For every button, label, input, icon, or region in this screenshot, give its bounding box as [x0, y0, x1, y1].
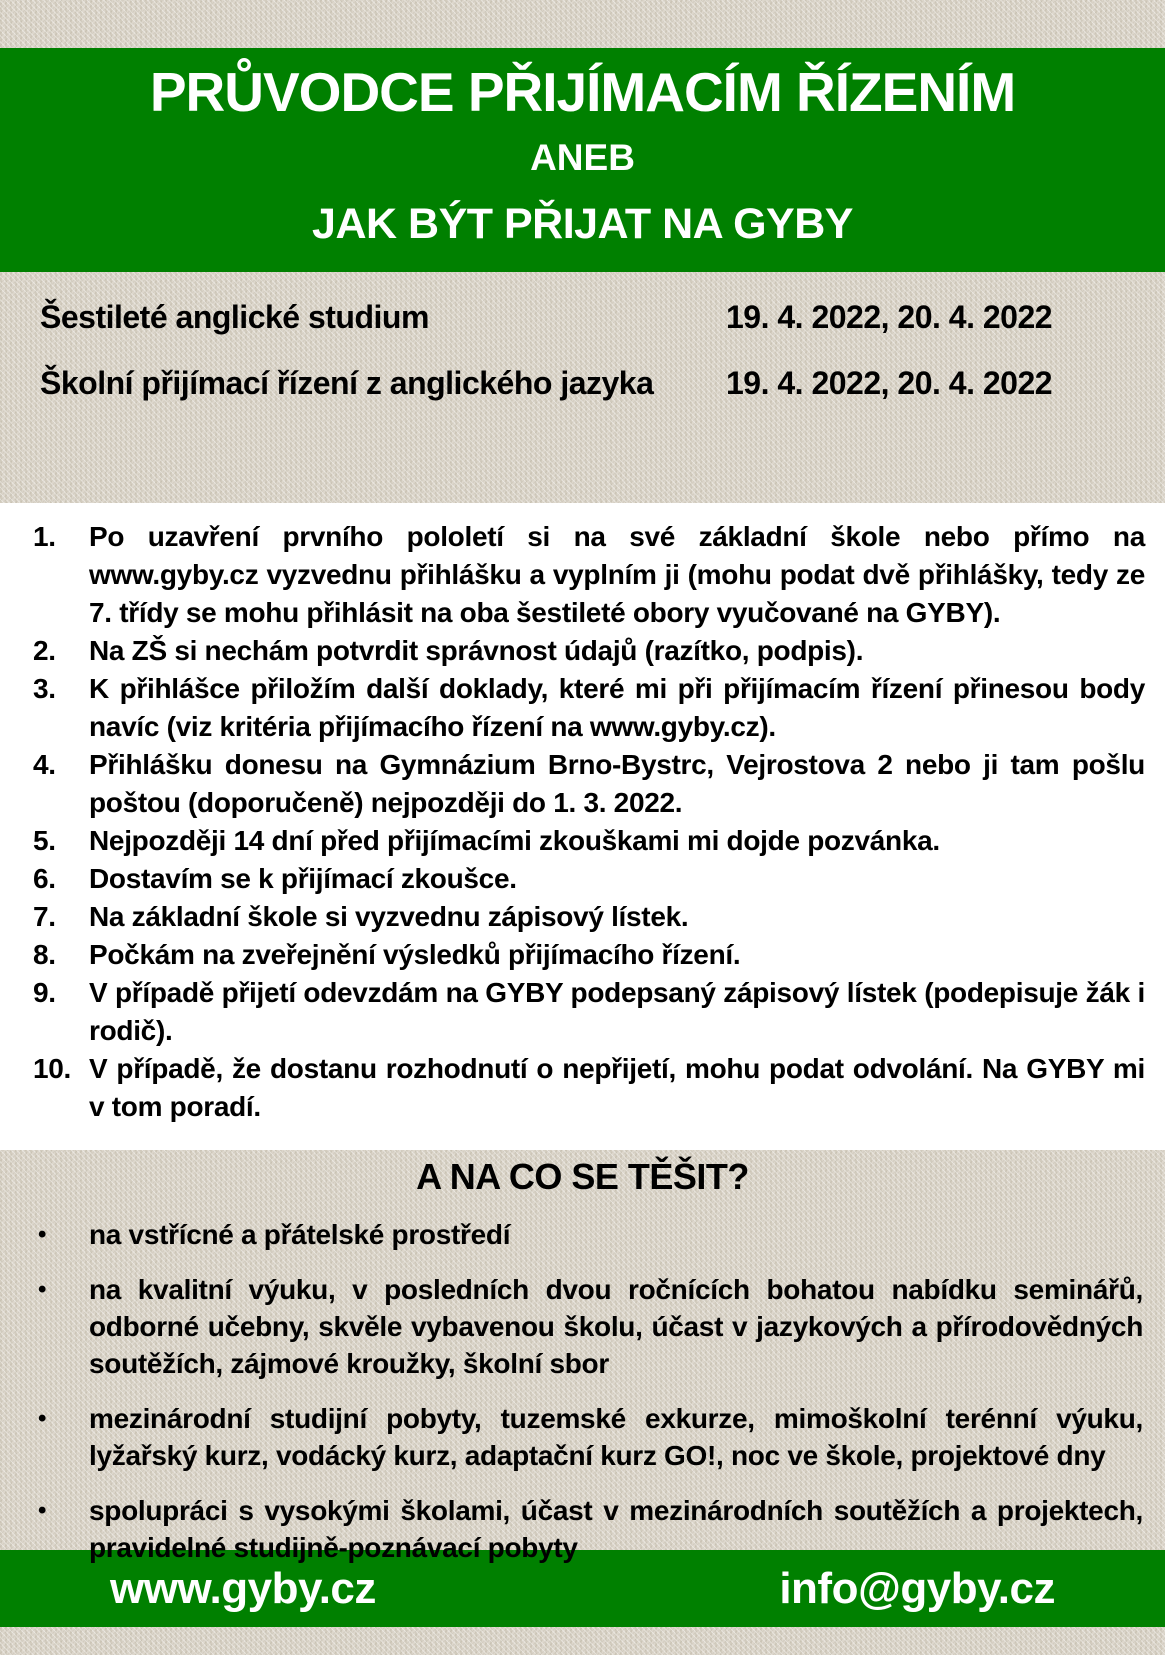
step-number: 2. — [33, 635, 56, 666]
step-text: Na základní škole si vyzvednu zápisový lístek. — [89, 901, 689, 932]
highlight-item — [0, 1400, 1165, 1474]
step-text: Dostavím se k přijímací zkoušce. — [89, 863, 517, 894]
highlight-item — [0, 1216, 1165, 1253]
website-text: www.gyby.cz — [110, 1563, 376, 1613]
title-banner — [0, 48, 1165, 272]
program-label: Školní přijímací řízení z anglického jazyka — [40, 365, 654, 401]
step-number: 10. — [33, 1053, 72, 1084]
step-text: Počkám na zveřejnění výsledků přijímacího řízení. — [89, 939, 741, 970]
bullet-icon: • — [38, 1276, 47, 1303]
highlight-text: mezinárodní studijní pobyty, tuzemské exkurze, mimoškolní terénní výuku, lyžařský kurz, vodácký kurz, adaptační kurz GO!, noc ve škole, projektové dny — [89, 1403, 1143, 1471]
step-number: 5. — [33, 825, 56, 856]
highlight-item — [0, 1271, 1165, 1382]
email-text: info@gyby.cz — [779, 1563, 1055, 1613]
bullet-icon: • — [38, 1221, 47, 1248]
page-subtitle: JAK BÝT PŘIJAT NA GYBY — [312, 200, 853, 248]
step-item — [0, 974, 1165, 1050]
highlights-heading: A NA CO SE TĚŠIT? — [416, 1156, 749, 1197]
step-number: 4. — [33, 749, 56, 780]
step-text: Na ZŠ si nechám potvrdit správnost údajů (razítko, podpis). — [89, 635, 864, 666]
step-number: 1. — [33, 521, 56, 552]
step-number: 9. — [33, 977, 56, 1008]
step-item — [0, 518, 1165, 632]
top-margin — [0, 0, 1165, 48]
step-number: 8. — [33, 939, 56, 970]
highlight-item — [0, 1492, 1165, 1566]
bullet-icon: • — [38, 1405, 47, 1432]
step-item — [0, 822, 1165, 860]
step-item — [0, 670, 1165, 746]
highlight-text: spolupráci s vysokými školami, účast v mezinárodních soutěžích a projektech, pravidelné studijně-poznávací pobyty — [89, 1495, 1143, 1563]
exam-dates: 19. 4. 2022, 20. 4. 2022 — [726, 299, 1053, 335]
step-item — [0, 898, 1165, 936]
step-text: V případě přijetí odevzdám na GYBY podepsaný zápisový lístek (podepisuje žák i rodič). — [89, 977, 1145, 1046]
step-text: V případě, že dostanu rozhodnutí o nepřijetí, mohu podat odvolání. Na GYBY mi v tom poradí. — [89, 1053, 1145, 1122]
step-number: 3. — [33, 673, 56, 704]
exam-date-row — [0, 299, 1165, 335]
bullet-icon: • — [38, 1497, 47, 1524]
step-item — [0, 936, 1165, 974]
step-number: 6. — [33, 863, 56, 894]
exam-dates: 19. 4. 2022, 20. 4. 2022 — [726, 365, 1053, 401]
highlight-text: na kvalitní výuku, v posledních dvou ročnících bohatou nabídku seminářů, odborné učebny, skvěle vybavenou školu, účast v jazykových a přírodovědných soutěžích, zájmové kroužky, školní sbor — [89, 1274, 1143, 1379]
exam-dates-summary — [0, 272, 1165, 503]
step-item — [0, 746, 1165, 822]
exam-date-row — [0, 365, 1165, 401]
step-item — [0, 1050, 1165, 1126]
step-text: Po uzavření prvního pololetí si na své základní škole nebo přímo na www.gyby.cz vyzvednu přihlášku a vyplním ji (mohu podat dvě přihlášky, tedy ze 7. třídy se mohu přihlásit na oba šestileté obory vyučované na GYBY). — [89, 521, 1145, 628]
highlight-text: na vstřícné a přátelské prostředí — [89, 1219, 511, 1250]
step-item — [0, 860, 1165, 898]
highlights-section — [0, 1150, 1165, 1563]
program-label: Šestileté anglické studium — [40, 299, 429, 335]
step-item — [0, 632, 1165, 670]
admission-steps-list — [0, 503, 1165, 1150]
page-title: PRŮVODCE PŘIJÍMACÍM ŘÍZENÍM — [149, 61, 1016, 123]
step-text: K přihlášce přiložím další doklady, které mi při přijímacím řízení přinesou body navíc (viz kritéria přijímacího řízení na www.gyby.cz). — [89, 673, 1145, 742]
step-number: 7. — [33, 901, 56, 932]
step-text: Přihlášku donesu na Gymnázium Brno-Bystrc, Vejrostova 2 nebo ji tam pošlu poštou (doporučeně) nejpozději do 1. 3. 2022. — [89, 749, 1145, 818]
title-connector: ANEB — [530, 137, 635, 178]
step-text: Nejpozději 14 dní před přijímacími zkouškami mi dojde pozvánka. — [89, 825, 940, 856]
